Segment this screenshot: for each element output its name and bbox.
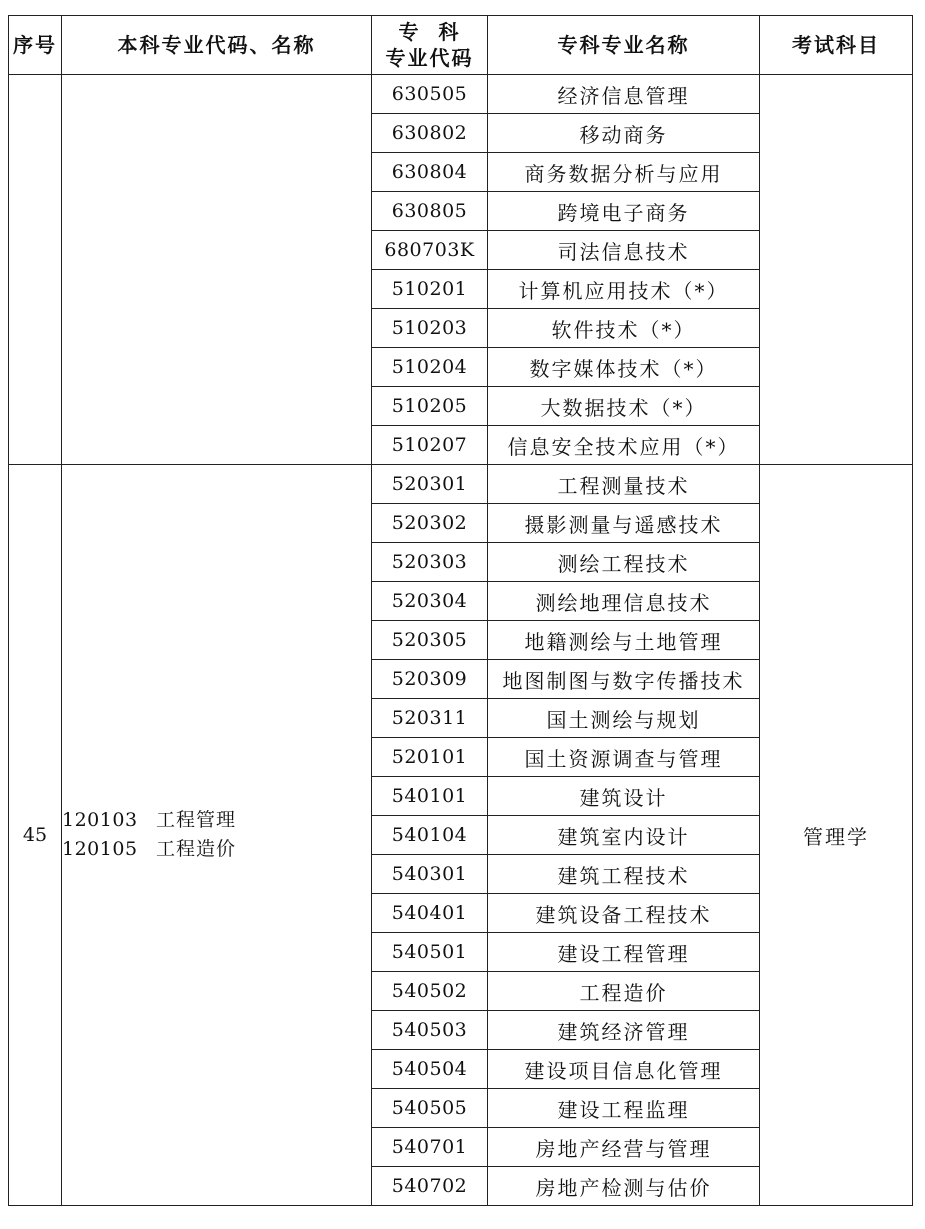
junior-name-cell: 数字媒体技术（*） <box>488 348 760 387</box>
junior-code-cell: 540701 <box>372 1128 488 1167</box>
junior-name-cell: 软件技术（*） <box>488 309 760 348</box>
header-seq: 序号 <box>9 16 62 75</box>
junior-code-cell: 510204 <box>372 348 488 387</box>
seq-cell <box>9 75 62 465</box>
table-row <box>9 465 913 504</box>
junior-name-cell: 司法信息技术 <box>488 231 760 270</box>
junior-name-cell: 建设工程监理 <box>488 1089 760 1128</box>
junior-name-cell: 摄影测量与遥感技术 <box>488 504 760 543</box>
major-mapping-table <box>8 15 913 1206</box>
junior-code-cell: 630505 <box>372 75 488 114</box>
bachelor-name: 工程造价 <box>156 838 237 860</box>
header-row <box>9 16 913 75</box>
junior-name-cell: 大数据技术（*） <box>488 387 760 426</box>
junior-code-cell: 630804 <box>372 153 488 192</box>
exam-cell: 管理学 <box>760 465 913 1206</box>
junior-name-cell: 测绘地理信息技术 <box>488 582 760 621</box>
junior-name-cell: 经济信息管理 <box>488 75 760 114</box>
junior-name-cell: 移动商务 <box>488 114 760 153</box>
junior-name-cell: 地籍测绘与土地管理 <box>488 621 760 660</box>
junior-code-cell: 520303 <box>372 543 488 582</box>
bachelor-cell <box>62 465 372 1206</box>
junior-name-cell: 地图制图与数字传播技术 <box>488 660 760 699</box>
header-exam: 考试科目 <box>760 16 913 75</box>
bachelor-code: 120105 <box>62 838 138 860</box>
table-body <box>9 75 913 1206</box>
junior-name-cell: 建筑设计 <box>488 777 760 816</box>
header-bachelor: 本科专业代码、名称 <box>62 16 372 75</box>
junior-code-cell: 630802 <box>372 114 488 153</box>
junior-code-cell: 540101 <box>372 777 488 816</box>
seq-cell: 45 <box>9 465 62 1206</box>
junior-code-cell: 520101 <box>372 738 488 777</box>
junior-name-cell: 工程造价 <box>488 972 760 1011</box>
junior-name-cell: 国土资源调查与管理 <box>488 738 760 777</box>
junior-code-cell: 520305 <box>372 621 488 660</box>
junior-name-cell: 测绘工程技术 <box>488 543 760 582</box>
junior-code-cell: 520301 <box>372 465 488 504</box>
junior-name-cell: 信息安全技术应用（*） <box>488 426 760 465</box>
junior-code-cell: 510203 <box>372 309 488 348</box>
header-junior-code-line2: 专业代码 <box>385 46 474 70</box>
junior-name-cell: 建筑室内设计 <box>488 816 760 855</box>
junior-code-cell: 520309 <box>372 660 488 699</box>
junior-name-cell: 跨境电子商务 <box>488 192 760 231</box>
exam-cell <box>760 75 913 465</box>
junior-name-cell: 建筑设备工程技术 <box>488 894 760 933</box>
junior-name-cell: 建筑工程技术 <box>488 855 760 894</box>
table-row <box>9 75 913 114</box>
bachelor-major <box>62 806 371 835</box>
junior-code-cell: 540503 <box>372 1011 488 1050</box>
junior-name-cell: 房地产经营与管理 <box>488 1128 760 1167</box>
header-junior-name: 专科专业名称 <box>488 16 760 75</box>
header-junior-code <box>372 16 488 75</box>
junior-code-cell: 510207 <box>372 426 488 465</box>
junior-code-cell: 540301 <box>372 855 488 894</box>
junior-name-cell: 商务数据分析与应用 <box>488 153 760 192</box>
junior-name-cell: 计算机应用技术（*） <box>488 270 760 309</box>
junior-name-cell: 建筑经济管理 <box>488 1011 760 1050</box>
junior-code-cell: 540702 <box>372 1167 488 1206</box>
junior-code-cell: 520311 <box>372 699 488 738</box>
junior-code-cell: 520302 <box>372 504 488 543</box>
junior-code-cell: 540501 <box>372 933 488 972</box>
junior-code-cell: 520304 <box>372 582 488 621</box>
junior-name-cell: 国土测绘与规划 <box>488 699 760 738</box>
junior-name-cell: 工程测量技术 <box>488 465 760 504</box>
junior-code-cell: 540104 <box>372 816 488 855</box>
junior-code-cell: 540502 <box>372 972 488 1011</box>
bachelor-major <box>62 835 371 864</box>
junior-code-cell: 630805 <box>372 192 488 231</box>
bachelor-name: 工程管理 <box>156 809 237 831</box>
junior-code-cell: 510205 <box>372 387 488 426</box>
bachelor-cell <box>62 75 372 465</box>
junior-name-cell: 建设工程管理 <box>488 933 760 972</box>
junior-code-cell: 540504 <box>372 1050 488 1089</box>
junior-code-cell: 680703K <box>372 231 488 270</box>
junior-code-cell: 510201 <box>372 270 488 309</box>
junior-name-cell: 房地产检测与估价 <box>488 1167 760 1206</box>
junior-name-cell: 建设项目信息化管理 <box>488 1050 760 1089</box>
bachelor-code: 120103 <box>62 809 138 831</box>
junior-code-cell: 540505 <box>372 1089 488 1128</box>
junior-code-cell: 540401 <box>372 894 488 933</box>
header-junior-code-line1: 专 科 <box>398 20 461 44</box>
